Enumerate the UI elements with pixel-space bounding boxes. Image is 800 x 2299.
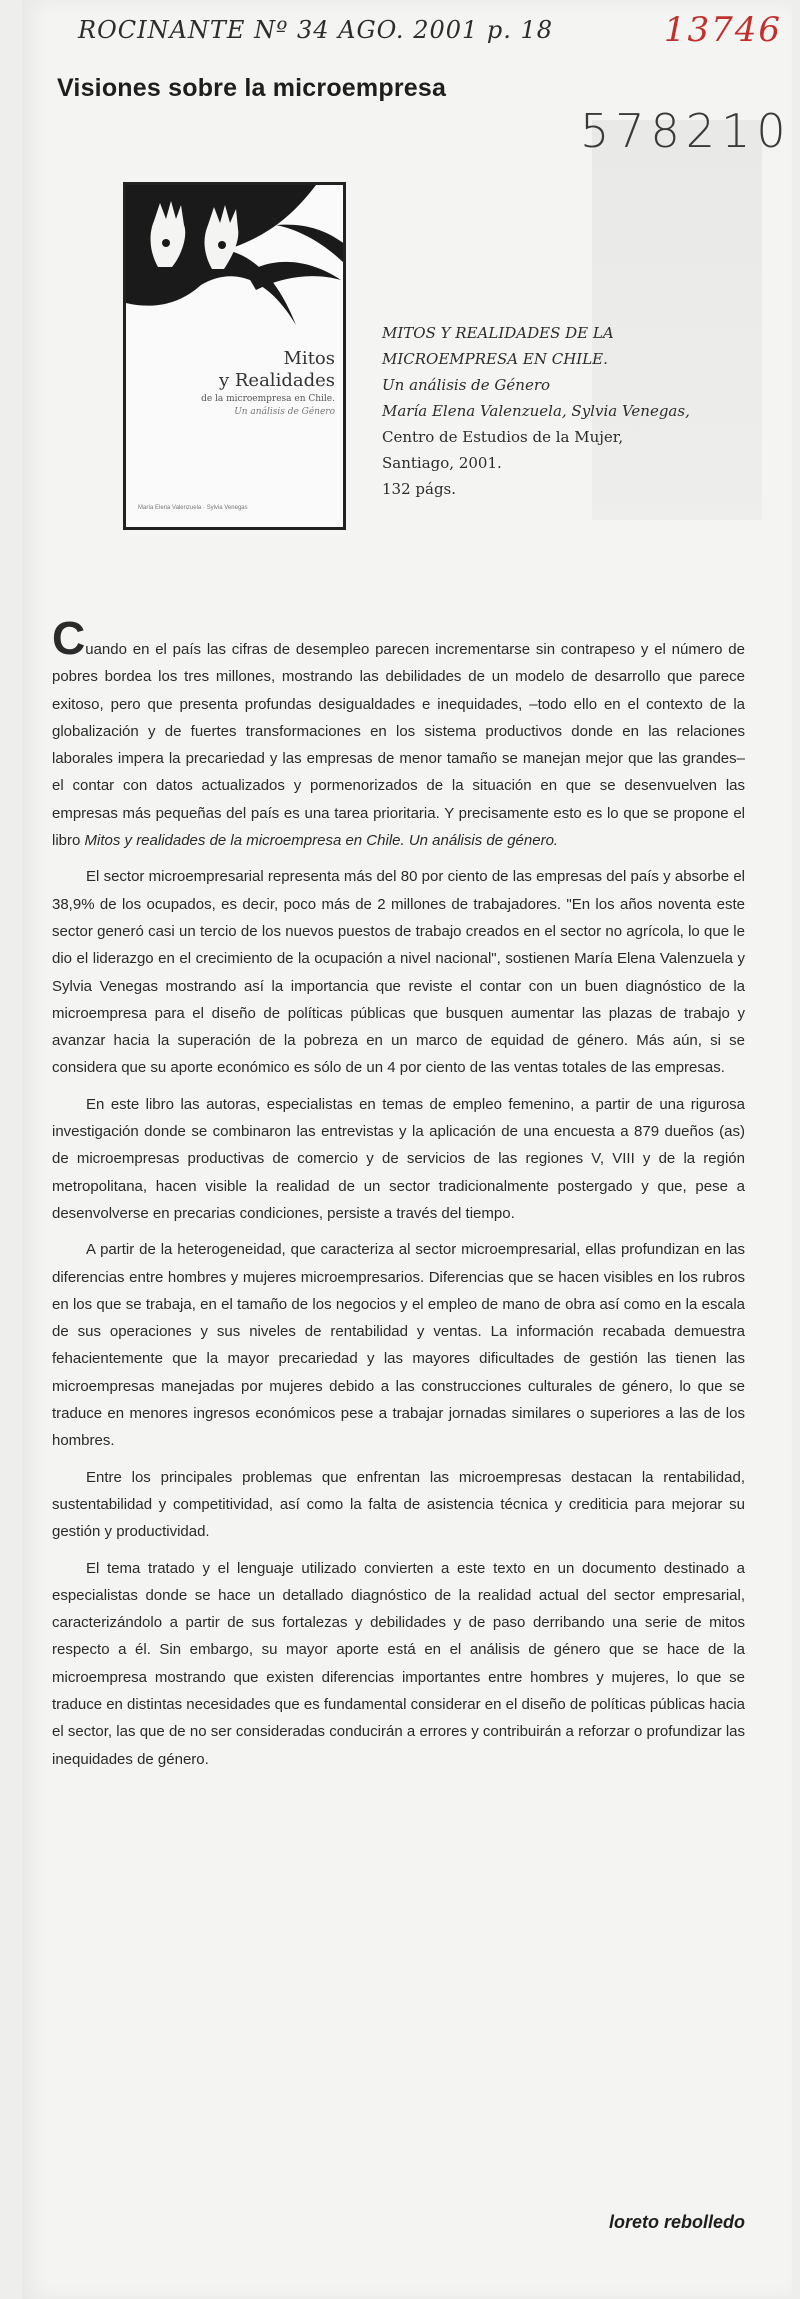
article-paragraph-1: Cuando en el país las cifras de desempleo parecen incrementarse sin contrapeso y el número de pobres bordea los tres millones, mostrando las debilidades de un modelo de desarrollo que parece exitoso, pero que presenta profundas desigualdades e inequidades, –todo ello en el contexto de la globalización y de fuertes transformaciones en los sistema productivos donde en las relaciones laborales impera la precariedad y las empresas de menor tamaño se manejan mejor que las grandes– el contar con datos actualizados y pormenorizados de la situación en que se desenvuelven las empresas más pequeñas del país es una tarea prioritaria. Y precisamente esto es lo que se propone el libro Mitos y realidades de la microempresa en Chile. Un análisis de género.	[52, 612, 745, 850]
page-title: Visiones sobre la microempresa	[57, 74, 447, 102]
book-publisher: Centro de Estudios de la Mujer,	[382, 428, 624, 446]
cover-subtitle: de la microempresa en Chile.	[201, 394, 335, 404]
article-paragraph-3: En este libro las autoras, especialistas en temas de empleo femenino, a partir de una rigurosa investigación donde se combinaron las entrevistas y la aplicación de una encuesta a 879 dueños (as) de microempresas productivas de comercio y de servicios de las regiones V, VIII y de la región metropolitana, hacen visible la realidad de un sector tradicionalmente postergado y que, pese a desenvolverse en precarias condiciones, persiste a través del tiempo.	[52, 1095, 745, 1222]
book-title-line2: MICROEMPRESA EN CHILE.	[382, 350, 608, 368]
article-body	[52, 612, 745, 1782]
cover-subtitle-2: Un análisis de Género	[234, 407, 335, 417]
article-paragraph-5: Entre los principales problemas que enfrentan las microempresas destacan la rentabilidad, sustentabilidad y competitividad, así como la falta de asistencia técnica y crediticia para mejorar su gestión y productividad.	[52, 1468, 745, 1541]
handwritten-red-number: 13746	[663, 10, 782, 50]
book-title-reference: Mitos y realidades de la microempresa en Chile. Un análisis de género.	[84, 832, 559, 850]
handwritten-annotation	[78, 6, 790, 66]
cover-authors: María Elena Valenzuela · Sylvia Venegas	[138, 505, 248, 511]
article-paragraph-6: El tema tratado y el lenguaje utilizado convierten a este texto en un documento destinado a especialistas donde se hace un detallado diagnóstico de la realidad actual del sector empresarial, caracterizándolo a partir de sus fortalezas y debilidades y de paso derribando una serie de mitos respecto a él. Sin embargo, su mayor aporte está en el análisis de género que se hace de la microempresa mostrando que existen diferencias importantes entre hombres y mujeres, lo que se traduce en distintas necesidades que es fundamental considerar en el diseño de políticas públicas hacia el sector, las que de no ser consideradas conducirán a errores y contribuirán a reforzar o profundizar las inequidades de género.	[52, 1559, 745, 1768]
article-paragraph-2: El sector microempresarial representa más del 80 por ciento de las empresas del país y absorbe el 38,9% de los ocupados, es decir, poco más de 2 millones de trabajadores. "En los años noventa este sector generó casi un tercio de los nuevos puestos de trabajo creados en el sector no agrícola, lo que le dio el liderazgo en el crecimiento de la ocupación a nivel nacional", sostienen María Elena Valenzuela y Sylvia Venegas mostrando así la importancia que reviste el contar con un buen diagnóstico de la microempresa para el diseño de políticas públicas que busquen aumentar las plazas de trabajo y avanzar hacia la superación de la pobreza en un marco de equidad de género. Más aún, si se considera que su aporte económico es sólo de un 4 por ciento de las ventas totales de las empresas.	[52, 868, 745, 1077]
book-place-year: Santiago, 2001.	[382, 454, 502, 472]
book-reference	[382, 320, 690, 502]
book-subtitle: Un análisis de Género	[382, 376, 551, 394]
book-title-line1: MITOS Y REALIDADES DE LA	[382, 324, 614, 342]
book-cover-image	[123, 182, 346, 530]
author-signature: loreto rebolledo	[608, 2212, 745, 2232]
book-pages: 132 págs.	[382, 480, 457, 498]
article-paragraph-4: A partir de la heterogeneidad, que caracteriza al sector microempresarial, ellas profundizan en las diferencias entre hombres y mujeres microempresarios. Diferencias que se hacen visibles en los rubros en los que se trabaja, en el tamaño de los negocios y el empleo de mano de obra así como en la escala de sus operaciones y sus niveles de rentabilidad y ventas. La información recabada demuestra fehacientemente que la mayor precariedad y las mayores dificultades de gestión las tienen las microempresas manejadas por mujeres debido a las construcciones culturales de género, lo que se traduce en menores ingresos económicos pese a trabajar jornadas similares o superiores a las de los hombres.	[52, 1241, 745, 1450]
book-authors: María Elena Valenzuela, Sylvia Venegas,	[382, 402, 690, 420]
handwritten-source-note: ROCINANTE Nº 34 AGO. 2001 p. 18	[78, 16, 554, 44]
cover-title: Mitos y Realidades	[218, 348, 335, 391]
handwritten-catalog-number: 578210	[580, 104, 792, 158]
